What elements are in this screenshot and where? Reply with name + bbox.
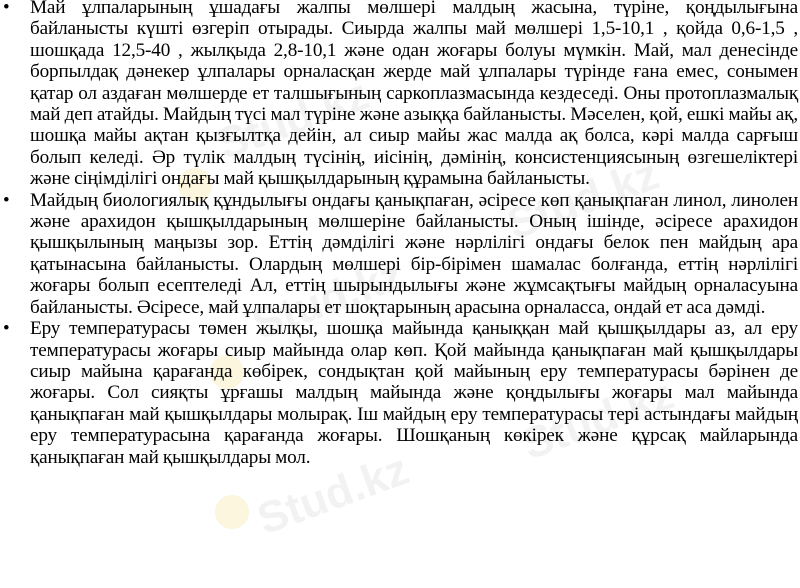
watermark-logo-dot [215, 495, 249, 529]
paragraph-text: Май ұлпаларының ұшадағы жалпы мөлшері малдың жасына, түріне, қоңдылығына байланысты күшті өзгеріп отырады. Сиырда жалпы май мөлшері 1,5-10,1 , қойда 0,6-1,5 , шошқада 12,5-40 , жылқыда 2,8-10,1 және одан жоғары болуы мүмкін. Май, мал денесінде борпылдақ дәнекер ұлпалары орналасқан жерде май ұлпалары түрінде ғана емес, сонымен қатар ол аздаған мөлшерде ет талшығының саркоплазмасында кездеседі. Оны протоплазмалық май деп атайды. Майдың түсі мал түріне және азыққа байланысты. Мәселен, қой, ешкі майы ақ, шошқа майы ақтан қызғылтқа дейін, ал сиыр майы жас малда ақ болса, кәрі малда сарғыш болып келеді. Әр түлік малдың түсінің, иісінің, дәмінің, консистенциясының өзгешеліктері және сіңімділігі ондағы май қышқылдарының құрамына байланысты. [30, 0, 798, 190]
watermark-text: Stud.kz [251, 444, 415, 545]
paragraph-text: Майдың биологиялық құндылығы ондағы қанықпаған, әсіресе көп қанықпаған линол, линолен және арахидон қышқылдарының мөлшеріне байланысты. Оның ішінде, әсіресе арахидон қышқылының маңызы зор. Еттің дәмділігі және нәрлілігі ондағы белок пен майдың ара қатынасына байланысты. Олардың мөлшері бір-бірімен шамалас болғанда, еттің нәрлілігі жоғары болып есептеледі Ал, еттің шырындылығы және жұмсақтығы майдың орналасуына байланысты. Әсіресе, май ұлпалары ет шоқтарының арасына орналасса, ондай ет аса дәмді. [30, 189, 798, 318]
bullet-icon: • [3, 318, 10, 340]
bullet-paragraph [0, 318, 800, 468]
watermark-text: Stud.kz [501, 149, 665, 250]
bullet-paragraph [0, 190, 800, 318]
bullet-paragraph [0, 0, 800, 190]
paragraph-text: Еру температурасы төмен жылқы, шошқа майында қаныққан май қышқылдары аз, ал еру температурасы жоғары сиыр майында олар көп. Қой майында қанықпаған май қышқылдары сиыр майына қарағанда көбірек, сондықтан қой майының еру температурасы бәрінен де жоғары. Сол сияқты ұрғашы малдың майында және қоңдылығы жоғары мал майында қанықпаған май қышқылдары молырақ. Іш майдың еру температурасы тері астындағы майдың еру температурасына қарағанда жоғары. Шошқаның көкірек және құрсақ майларында қанықпаған май қышқылдары мол. [30, 318, 798, 468]
bullet-icon: • [3, 189, 10, 211]
watermark-text: Stud.kz [211, 69, 375, 170]
watermark-text: Stud.kz [246, 249, 410, 350]
watermark-text: Stud.kz [516, 369, 680, 470]
bullet-icon: • [3, 0, 10, 18]
